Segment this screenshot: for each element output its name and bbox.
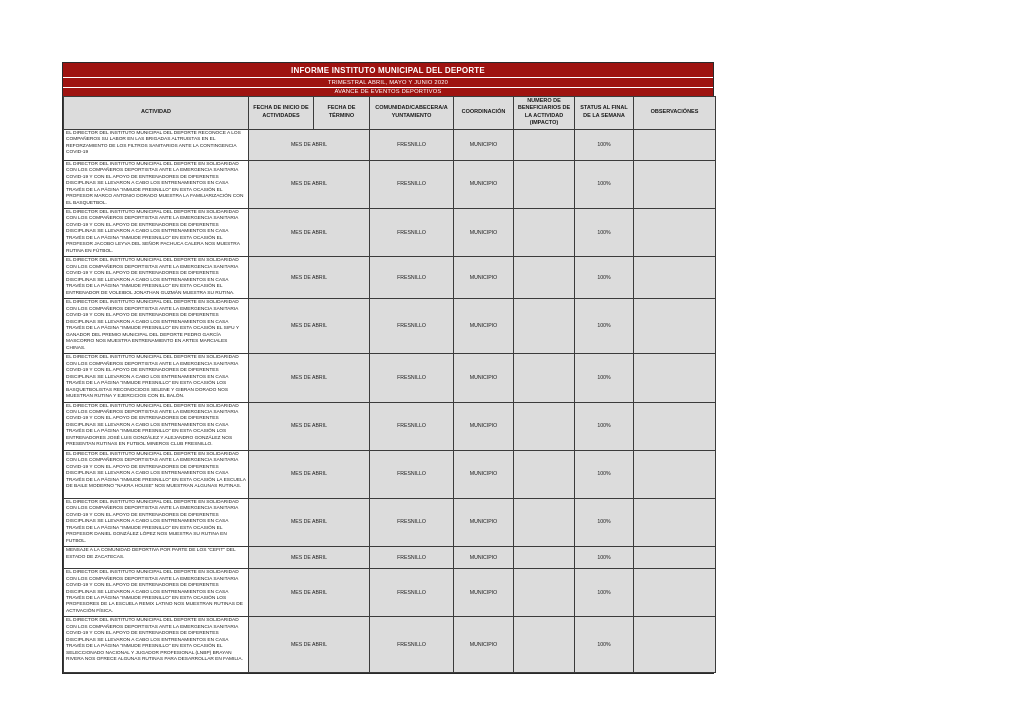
cell-actividad: MENSAJE A LA COMUNIDAD DEPORTIVA POR PARTE DE LOS "CEFIT" DEL ESTADO DE ZACATECAS.	[64, 547, 249, 569]
cell-comunidad: FRESNILLO	[370, 160, 454, 208]
cell-fecha: MES DE ABRIL	[249, 402, 370, 450]
cell-status: 100%	[575, 160, 634, 208]
cell-coordinacion: MUNICIPIO	[454, 547, 514, 569]
cell-actividad: EL DIRECTOR DEL INSTITUTO MUNICIPAL DEL DEPORTE EN SOLIDARIDAD CON LOS COMPAÑEROS DEPORTISTAS ANTE LA EMERGENCIA SANITARIA COVID-19 Y CON EL APOYO DE ENTRENADORES DE DIFERENTES DISCIPLINAS SE LLEVARON A CABO LOS ENTRENAMIENTOS EN CASA TRAVÉS DE LA PÁGINA "INMUDE FRESNILLO" EN ESTA OCASIÓN LA ESCUELA DE BAILE MODERNO "NAKRA HOUSE" NOS MUESTRAN ALGUNAS RUTINAS.	[64, 450, 249, 498]
cell-actividad: EL DIRECTOR DEL INSTITUTO MUNICIPAL DEL DEPORTE EN SOLIDARIDAD CON LOS COMPAÑEROS DEPORTISTAS ANTE LA EMERGENCIA SANITARIA COVID-19 Y CON EL APOYO DE ENTRENADORES DE DIFERENTES DISCIPLINAS SE LLEVARON A CABO LOS ENTRENAMIENTOS EN CASA TRAVÉS DE LA PÁGINA "INMUDE FRESNILLO" EN ESTA OCASIÓN EL PROFESOR DANIEL GONZÁLEZ LÓPEZ NOS MUESTRA SU RUTINA EN FUTBOL.	[64, 498, 249, 546]
header-observaciones: OBSERVACIÓNES	[634, 97, 716, 130]
table-row	[64, 299, 716, 354]
cell-status: 100%	[575, 354, 634, 402]
cell-beneficiarios	[514, 208, 575, 256]
cell-observaciones	[634, 498, 716, 546]
cell-beneficiarios	[514, 450, 575, 498]
header-fecha-termino: FECHA DE TÉRMINO	[314, 97, 370, 130]
cell-status: 100%	[575, 450, 634, 498]
cell-fecha: MES DE ABRIL	[249, 129, 370, 160]
cell-actividad: EL DIRECTOR DEL INSTITUTO MUNICIPAL DEL DEPORTE EN SOLIDARIDAD CON LOS COMPAÑEROS DEPORTISTAS ANTE LA EMERGENCIA SANITARIA COVID-19 Y CON EL APOYO DE ENTRENADORES DE DIFERENTES DISCIPLINAS SE LLEVARON A CABO LOS ENTRENAMIENTOS EN CASA TRAVÉS DE LA PÁGINA "INMUDE FRESNILLO" EN ESTA OCASIÓN EL ENTRENADOR DE VOLEIBOL JONATHAN GUZMÁN MUESTRA SU RUTINA.	[64, 257, 249, 299]
cell-observaciones	[634, 450, 716, 498]
table-row	[64, 160, 716, 208]
cell-comunidad: FRESNILLO	[370, 498, 454, 546]
cell-comunidad: FRESNILLO	[370, 617, 454, 673]
cell-comunidad: FRESNILLO	[370, 208, 454, 256]
header-beneficiarios: NUMERO DE BENEFICIARIOS DE LA ACTIVIDAD (IMPACTO)	[514, 97, 575, 130]
cell-observaciones	[634, 257, 716, 299]
cell-observaciones	[634, 129, 716, 160]
table-row	[64, 569, 716, 617]
cell-beneficiarios	[514, 354, 575, 402]
cell-fecha: MES DE ABRIL	[249, 354, 370, 402]
cell-actividad: EL DIRECTOR DEL INSTITUTO MUNICIPAL DEL DEPORTE EN SOLIDARIDAD CON LOS COMPAÑEROS DEPORTISTAS ANTE LA EMERGENCIA SANITARIA COVID-19 Y CON EL APOYO DE ENTRENADORES DE DIFERENTES DISCIPLINAS SE LLEVARON A CABO LOS ENTRENAMIENTOS EN CASA TRAVÉS DE LA PÁGINA "INMUDE FRESNILLO" EN ESTA OCASIÓN LOS ENTRENADORES JOSÉ LUIS GONZÁLEZ Y ALEJANDRO GONZÁLEZ NOS PRESENTAN RUTINAS EN FUTBOL MINEROS CLUB FRESNILLO.	[64, 402, 249, 450]
cell-coordinacion: MUNICIPIO	[454, 160, 514, 208]
table-row	[64, 129, 716, 160]
cell-coordinacion: MUNICIPIO	[454, 450, 514, 498]
cell-observaciones	[634, 402, 716, 450]
cell-beneficiarios	[514, 402, 575, 450]
cell-comunidad: FRESNILLO	[370, 257, 454, 299]
cell-beneficiarios	[514, 569, 575, 617]
cell-fecha: MES DE ABRIL	[249, 617, 370, 673]
cell-beneficiarios	[514, 129, 575, 160]
cell-coordinacion: MUNICIPIO	[454, 617, 514, 673]
cell-fecha: MES DE ABRIL	[249, 498, 370, 546]
report-title: INFORME INSTITUTO MUNICIPAL DEL DEPORTE	[63, 63, 713, 78]
cell-beneficiarios	[514, 257, 575, 299]
cell-observaciones	[634, 160, 716, 208]
cell-actividad: EL DIRECTOR DEL INSTITUTO MUNICIPAL DEL DEPORTE RECONOCE A LOS COMPAÑEROS SU LABOR EN LAS BRIGADAS ALTRUISTAS EN EL REFORZAMIENTO DE LOS FILTROS SANITARIOS ANTE LA CONTINGENCIA COVID-19	[64, 129, 249, 160]
cell-status: 100%	[575, 257, 634, 299]
cell-observaciones	[634, 354, 716, 402]
cell-status: 100%	[575, 617, 634, 673]
cell-comunidad: FRESNILLO	[370, 547, 454, 569]
cell-beneficiarios	[514, 617, 575, 673]
cell-beneficiarios	[514, 547, 575, 569]
cell-fecha: MES DE ABRIL	[249, 569, 370, 617]
cell-status: 100%	[575, 569, 634, 617]
cell-coordinacion: MUNICIPIO	[454, 498, 514, 546]
cell-status: 100%	[575, 208, 634, 256]
cell-comunidad: FRESNILLO	[370, 129, 454, 160]
cell-beneficiarios	[514, 498, 575, 546]
cell-fecha: MES DE ABRIL	[249, 299, 370, 354]
table-row	[64, 617, 716, 673]
cell-coordinacion: MUNICIPIO	[454, 354, 514, 402]
header-coordinacion: COORDINACIÓN	[454, 97, 514, 130]
cell-observaciones	[634, 569, 716, 617]
cell-fecha: MES DE ABRIL	[249, 450, 370, 498]
cell-actividad: EL DIRECTOR DEL INSTITUTO MUNICIPAL DEL DEPORTE EN SOLIDARIDAD CON LOS COMPAÑEROS DEPORTISTAS ANTE LA EMERGENCIA SANITARIA COVID-19 Y CON EL APOYO DE ENTRENADORES DE DIFERENTES DISCIPLINAS SE LLEVARON A CABO LOS ENTRENAMIENTOS EN CASA TRAVÉS DE LA PÁGINA "INMUDE FRESNILLO" EN ESTA OCASIÓN LOS BASQUETBOLISTAS RECONOCIDOS SELENE Y GIBRAN DORADO NOS MUESTRAN RUTINA Y EJERCICIOS CON EL BALÓN.	[64, 354, 249, 402]
cell-observaciones	[634, 208, 716, 256]
cell-coordinacion: MUNICIPIO	[454, 257, 514, 299]
cell-status: 100%	[575, 299, 634, 354]
table-row	[64, 450, 716, 498]
cell-status: 100%	[575, 129, 634, 160]
header-actividad: ACTIVIDAD	[64, 97, 249, 130]
table-body	[64, 129, 716, 673]
cell-comunidad: FRESNILLO	[370, 354, 454, 402]
report-subtitle-section: AVANCE DE EVENTOS DEPORTIVOS	[63, 88, 713, 96]
table-header	[64, 97, 716, 130]
cell-fecha: MES DE ABRIL	[249, 208, 370, 256]
cell-coordinacion: MUNICIPIO	[454, 569, 514, 617]
cell-actividad: EL DIRECTOR DEL INSTITUTO MUNICIPAL DEL DEPORTE EN SOLIDARIDAD CON LOS COMPAÑEROS DEPORTISTAS ANTE LA EMERGENCIA SANITARIA COVID-19 Y CON EL APOYO DE ENTRENADORES DE DIFERENTES DISCIPLINAS SE LLEVARON A CABO LOS ENTRENAMIENTOS EN CASA TRAVÉS DE LA PÁGINA "INMUDE FRESNILLO" EN ESTA OCASIÓN LOS PROFESORES DE LA ESCUELA REMIX LATINO NOS MUESTRAN RUTINAS DE ACTIVACIÓN FÍSICA.	[64, 569, 249, 617]
table-header-row	[64, 97, 716, 130]
cell-coordinacion: MUNICIPIO	[454, 299, 514, 354]
header-comunidad: COMUNIDAD/CABECERA/A YUNTAMIENTO	[370, 97, 454, 130]
cell-actividad: EL DIRECTOR DEL INSTITUTO MUNICIPAL DEL DEPORTE EN SOLIDARIDAD CON LOS COMPAÑEROS DEPORTISTAS ANTE LA EMERGENCIA SANITARIA COVID-19 Y CON EL APOYO DE ENTRENADORES DE DIFERENTES DISCIPLINAS SE LLEVARON A CABO LOS ENTRENAMIENTOS EN CASA TRAVÉS DE LA PÁGINA "INMUDE FRESNILLO" EN ESTA OCASIÓN EL PROFESOR JACOBO LEYVA DEL SEÑOR PACHUCA CALERA NOS MUESTRA RUTINA EN FÚTBOL.	[64, 208, 249, 256]
cell-observaciones	[634, 547, 716, 569]
cell-actividad: EL DIRECTOR DEL INSTITUTO MUNICIPAL DEL DEPORTE EN SOLIDARIDAD CON LOS COMPAÑEROS DEPORTISTAS ANTE LA EMERGENCIA SANITARIA COVID-19 Y CON EL APOYO DE ENTRENADORES DE DIFERENTES DISCIPLINAS SE LLEVARON A CABO LOS ENTRENAMIENTOS EN CASA TRAVÉS DE LA PÁGINA "INMUDE FRESNILLO" EN ESTA OCASIÓN EL SIFU Y GANADOR DEL PREMIO MUNICIPAL DEL DEPORTE PEDRO GARCÍA MASCORRO NOS MUESTRA ENTRENAMIENTO EN ARTES MARCIALES CHINAS.	[64, 299, 249, 354]
cell-fecha: MES DE ABRIL	[249, 547, 370, 569]
cell-coordinacion: MUNICIPIO	[454, 402, 514, 450]
table-row	[64, 498, 716, 546]
cell-actividad: EL DIRECTOR DEL INSTITUTO MUNICIPAL DEL DEPORTE EN SOLIDARIDAD CON LOS COMPAÑEROS DEPORTISTAS ANTE LA EMERGENCIA SANITARIA COVID-19 Y CON EL APOYO DE ENTRENADORES DE DIFERENTES DISCIPLINAS SE LLEVARON A CABO LOS ENTRENAMIENTOS EN CASA TRAVÉS DE LA PÁGINA "INMUDE FRESNILLO" EN ESTA OCASIÓN EL SELECCIONADO NACIONAL Y JUGADOR PROFESIONAL (LNBP) BRAYAN RIVERA NOS OFRECE ALGUNAS RUTINAS PARA DESARROLLAR EN FAMILIA.	[64, 617, 249, 673]
cell-status: 100%	[575, 547, 634, 569]
cell-observaciones	[634, 299, 716, 354]
table-row	[64, 257, 716, 299]
table-row	[64, 547, 716, 569]
report-document	[62, 62, 714, 674]
cell-beneficiarios	[514, 160, 575, 208]
cell-actividad: EL DIRECTOR DEL INSTITUTO MUNICIPAL DEL DEPORTE EN SOLIDARIDAD CON LOS COMPAÑEROS DEPORTISTAS ANTE LA EMERGENCIA SANITARIA COVID-19 Y CON EL APOYO DE ENTRENADORES DE DIFERENTES DISCIPLINAS SE LLEVARON A CABO LOS ENTRENAMIENTOS EN CASA TRAVÉS DE LA PÁGINA "INMUDE FRESNILLO" EN ESTA OCASIÓN EL PROFESOR MARCO ANTONIO DORADO MUESTRA LA FAMILIARIZACIÓN CON EL BASQUETBOL.	[64, 160, 249, 208]
cell-status: 100%	[575, 402, 634, 450]
table-row	[64, 208, 716, 256]
cell-comunidad: FRESNILLO	[370, 450, 454, 498]
cell-coordinacion: MUNICIPIO	[454, 208, 514, 256]
cell-coordinacion: MUNICIPIO	[454, 129, 514, 160]
report-subtitle-trimester: TRIMESTRAL ABRIL, MAYO Y JUNIO 2020	[63, 78, 713, 88]
events-table	[63, 96, 716, 673]
header-fecha-inicio: FECHA DE INICIO DE ACTIVIDADES	[249, 97, 314, 130]
header-status: STATUS AL FINAL DE LA SEMANA	[575, 97, 634, 130]
table-row	[64, 402, 716, 450]
cell-beneficiarios	[514, 299, 575, 354]
cell-status: 100%	[575, 498, 634, 546]
cell-comunidad: FRESNILLO	[370, 569, 454, 617]
cell-comunidad: FRESNILLO	[370, 299, 454, 354]
table-row	[64, 354, 716, 402]
cell-observaciones	[634, 617, 716, 673]
cell-comunidad: FRESNILLO	[370, 402, 454, 450]
cell-fecha: MES DE ABRIL	[249, 257, 370, 299]
cell-fecha: MES DE ABRIL	[249, 160, 370, 208]
